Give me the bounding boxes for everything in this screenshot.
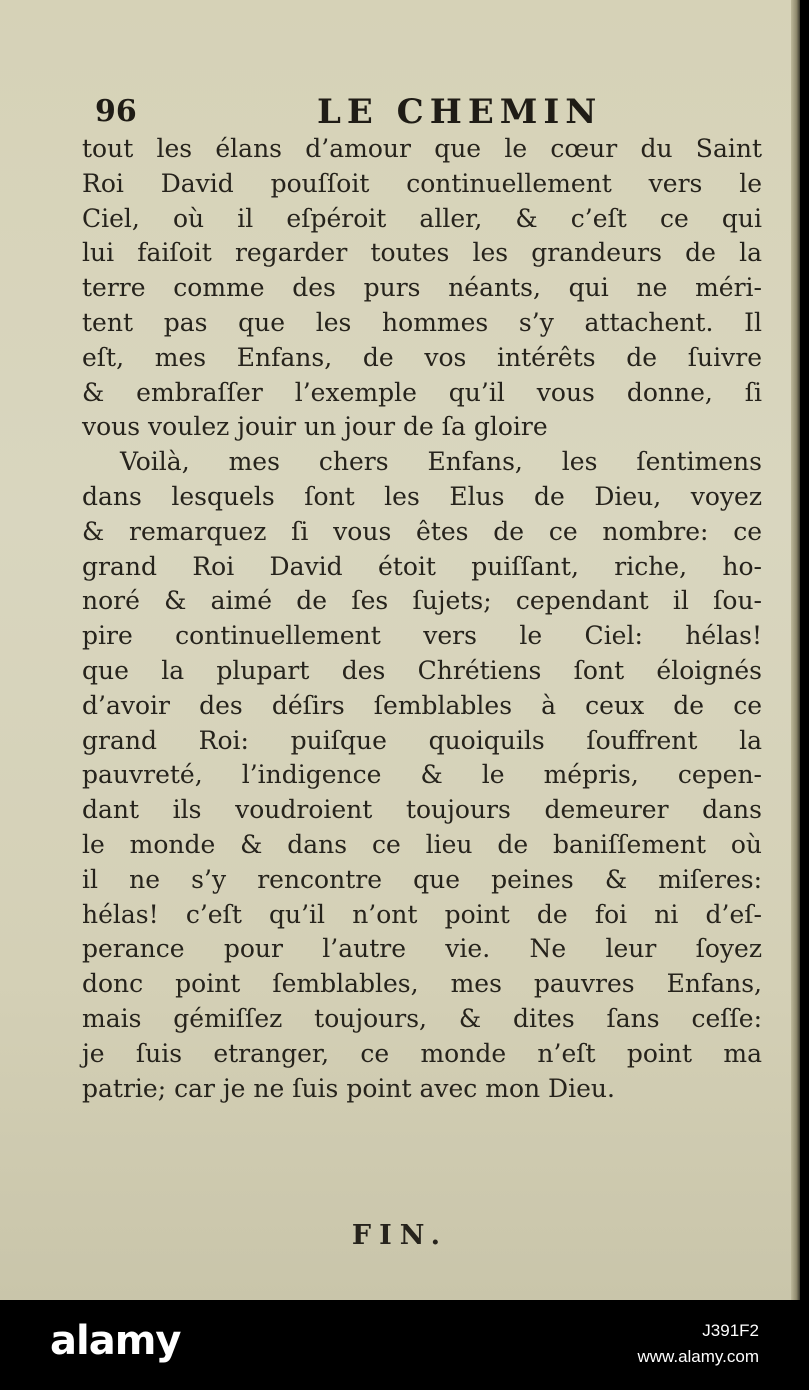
text-line: Voilà, mes chers Enfans, les ſentimens [120,447,762,477]
text-line: Roi David pouſſoit continuellement vers le [82,168,762,198]
text-line: hélas! c’eſt qu’il n’ont point de foi ni d’eſ- [82,899,762,929]
text-line: tent pas que les hommes s’y attachent. Il [82,307,762,337]
page-edge [791,0,800,1300]
text-line: lui faiſoit regarder toutes les grandeurs de la [82,238,762,268]
text-line: tout les élans d’amour que le cœur du Saint [82,134,762,163]
text-line: le monde & dans ce lieu de baniſſement où [82,829,762,859]
page-number: 96 [95,94,137,129]
text-line: eſt, mes Enfans, de vos intérêts de ſuivre [82,342,762,372]
stock-info [637,1318,759,1370]
body-text [82,132,762,1106]
fin-mark: FIN. [351,1220,449,1251]
text-line: que la plupart des Chrétiens ſont éloignés [82,655,762,685]
stock-logo: alamy [50,1318,181,1364]
text-line: vous voulez jouir un jour de ſa gloire [82,412,548,442]
text-line: donc point ſemblables, mes pauvres Enfans, [82,969,762,999]
text-line: dant ils voudroient toujours demeurer dans [82,795,762,825]
text-line: d’avoir des déſirs ſemblables à ceux de ce [82,690,762,720]
text-line: mais gémiſſez toujours, & dites ſans ceſſe: [82,1003,762,1033]
text-line: grand Roi: puiſque quoiquils ſouffrent la [82,725,762,755]
text-line: pauvreté, l’indigence & le mépris, cepen- [82,760,762,790]
text-line: & embraſſer l’exemple qu’il vous donne, ſi [82,377,762,407]
text-line: terre comme des purs néants, qui ne méri- [82,273,762,303]
stock-footer [0,1300,809,1390]
text-line: Ciel, où il eſpéroit aller, & c’eſt ce qui [82,203,762,233]
text-line: patrie; car je ne ſuis point avec mon Dieu. [82,1073,615,1103]
text-line: dans lesquels ſont les Elus de Dieu, voyez [82,481,762,511]
text-line: perance pour l’autre vie. Ne leur ſoyez [82,934,762,964]
text-line: noré & aimé de ſes ſujets; cependant il ſou- [82,586,762,616]
text-line: je ſuis etranger, ce monde n’eſt point ma [82,1038,762,1068]
stock-site: www.alamy.com [637,1347,759,1366]
image-id: J391F2 [702,1321,759,1340]
text-line: pire continuellement vers le Ciel: hélas! [82,621,762,651]
text-line: grand Roi David étoit puiſſant, riche, ho- [82,551,762,581]
text-line: il ne s’y rencontre que peines & miſeres: [82,864,762,894]
running-title: LE CHEMIN [317,92,603,132]
text-line: & remarquez ſi vous êtes de ce nombre: ce [82,516,762,546]
